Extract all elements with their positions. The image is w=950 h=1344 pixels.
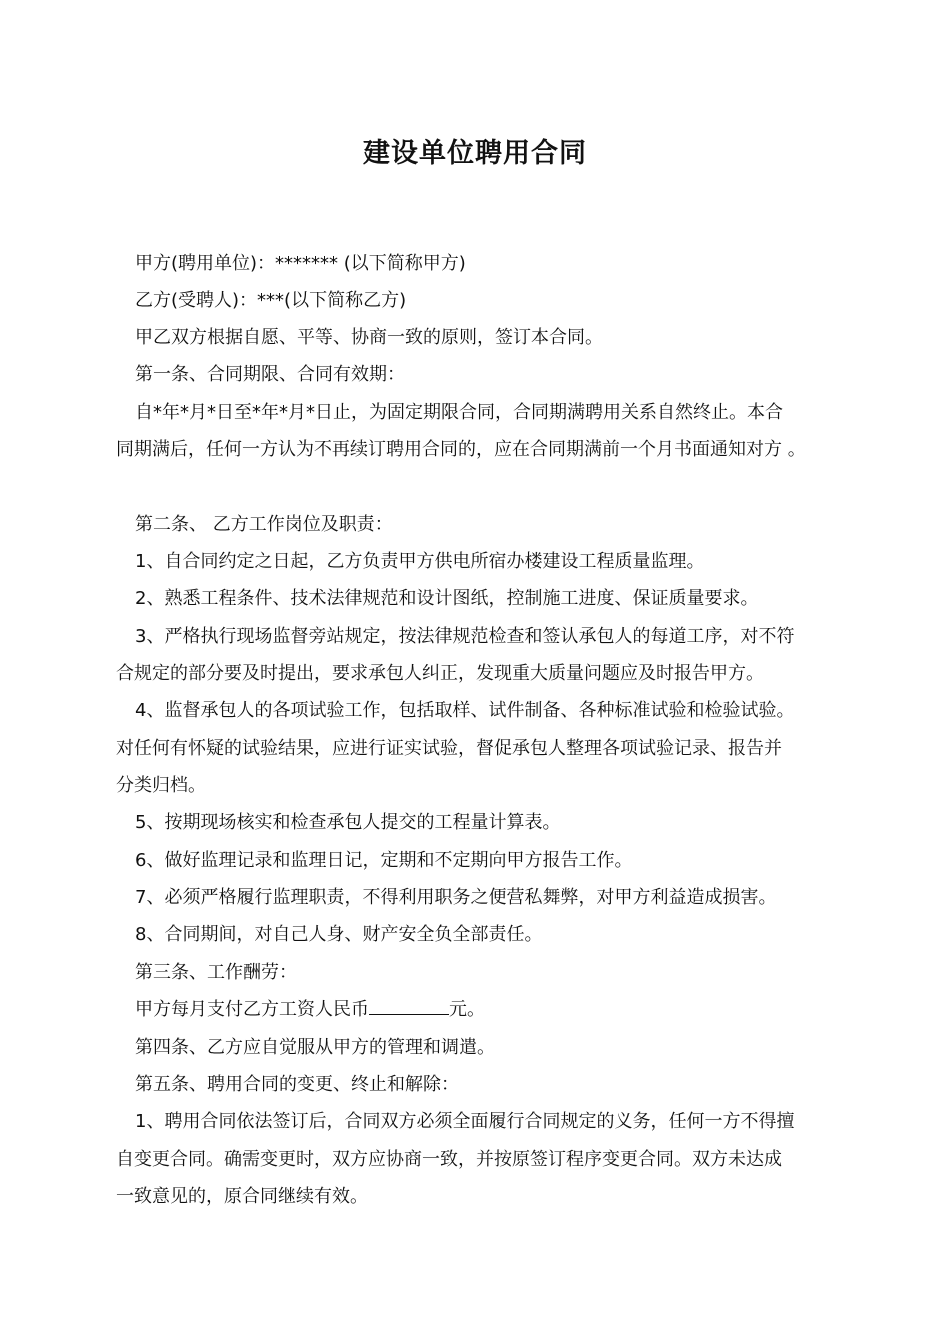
article-3-heading: 第三条、工作酬劳： xyxy=(135,962,297,983)
article-4: 第四条、乙方应自觉服从甲方的管理和调遣。 xyxy=(135,1037,495,1058)
party-b-line: 乙方(受聘人)：***(以下简称乙方) xyxy=(135,290,407,311)
article-2-item-5: 5、按期现场核实和检查承包人提交的工程量计算表。 xyxy=(135,812,561,833)
article-5-heading: 第五条、聘用合同的变更、终止和解除： xyxy=(135,1074,459,1095)
article-5-item-1-line-3: 一致意见的，原合同继续有效。 xyxy=(116,1186,368,1207)
article-2-item-3-line-2: 合规定的部分要及时提出，要求承包人纠正，发现重大质量问题应及时报告甲方。 xyxy=(116,663,764,684)
article-2-item-4-line-1: 4、监督承包人的各项试验工作，包括取样、试件制备、各种标准试验和检验试验。 xyxy=(135,700,795,721)
article-2-item-8: 8、合同期间，对自己人身、财产安全负全部责任。 xyxy=(135,924,543,945)
article-2-heading: 第二条、 乙方工作岗位及职责： xyxy=(135,514,393,535)
salary-text-after: 元。 xyxy=(449,999,485,1020)
salary-text-before: 甲方每月支付乙方工资人民币 xyxy=(135,999,369,1020)
article-2-item-3-line-1: 3、严格执行现场监督旁站规定，按法律规范检查和签认承包人的每道工序，对不符 xyxy=(135,626,795,647)
article-1-text-line-2: 同期满后，任何一方认为不再续订聘用合同的，应在合同期满前一个月书面通知对方 。 xyxy=(116,439,806,460)
article-2-item-2: 2、熟悉工程条件、技术法律规范和设计图纸，控制施工进度、保证质量要求。 xyxy=(135,588,759,609)
article-5-item-1-line-1: 1、聘用合同依法签订后，合同双方必须全面履行合同规定的义务，任何一方不得擅 xyxy=(135,1111,795,1132)
party-a-line: 甲方(聘用单位)：******* (以下简称甲方) xyxy=(135,253,466,274)
article-2-item-4-line-3: 分类归档。 xyxy=(116,775,206,796)
document-title: 建设单位聘用合同 xyxy=(363,138,587,169)
article-5-item-1-line-2: 自变更合同。确需变更时，双方应协商一致，并按原签订程序变更合同。双方未达成 xyxy=(116,1149,782,1170)
article-2-item-4-line-2: 对任何有怀疑的试验结果，应进行证实试验，督促承包人整理各项试验记录、报告并 xyxy=(116,738,782,759)
salary-blank-line xyxy=(369,1000,449,1015)
intro-line: 甲乙双方根据自愿、平等、协商一致的原则，签订本合同。 xyxy=(135,327,603,348)
article-1-text-line-1: 自*年*月*日至*年*月*日止，为固定期限合同，合同期满聘用关系自然终止。本合 xyxy=(135,402,783,423)
article-1-heading: 第一条、合同期限、合同有效期： xyxy=(135,364,405,385)
article-2-item-7: 7、必须严格履行监理职责，不得利用职务之便营私舞弊，对甲方利益造成损害。 xyxy=(135,887,777,908)
article-2-item-1: 1、自合同约定之日起，乙方负责甲方供电所宿办楼建设工程质量监理。 xyxy=(135,551,705,572)
article-3-text xyxy=(135,998,855,1022)
article-2-item-6: 6、做好监理记录和监理日记，定期和不定期向甲方报告工作。 xyxy=(135,850,633,871)
